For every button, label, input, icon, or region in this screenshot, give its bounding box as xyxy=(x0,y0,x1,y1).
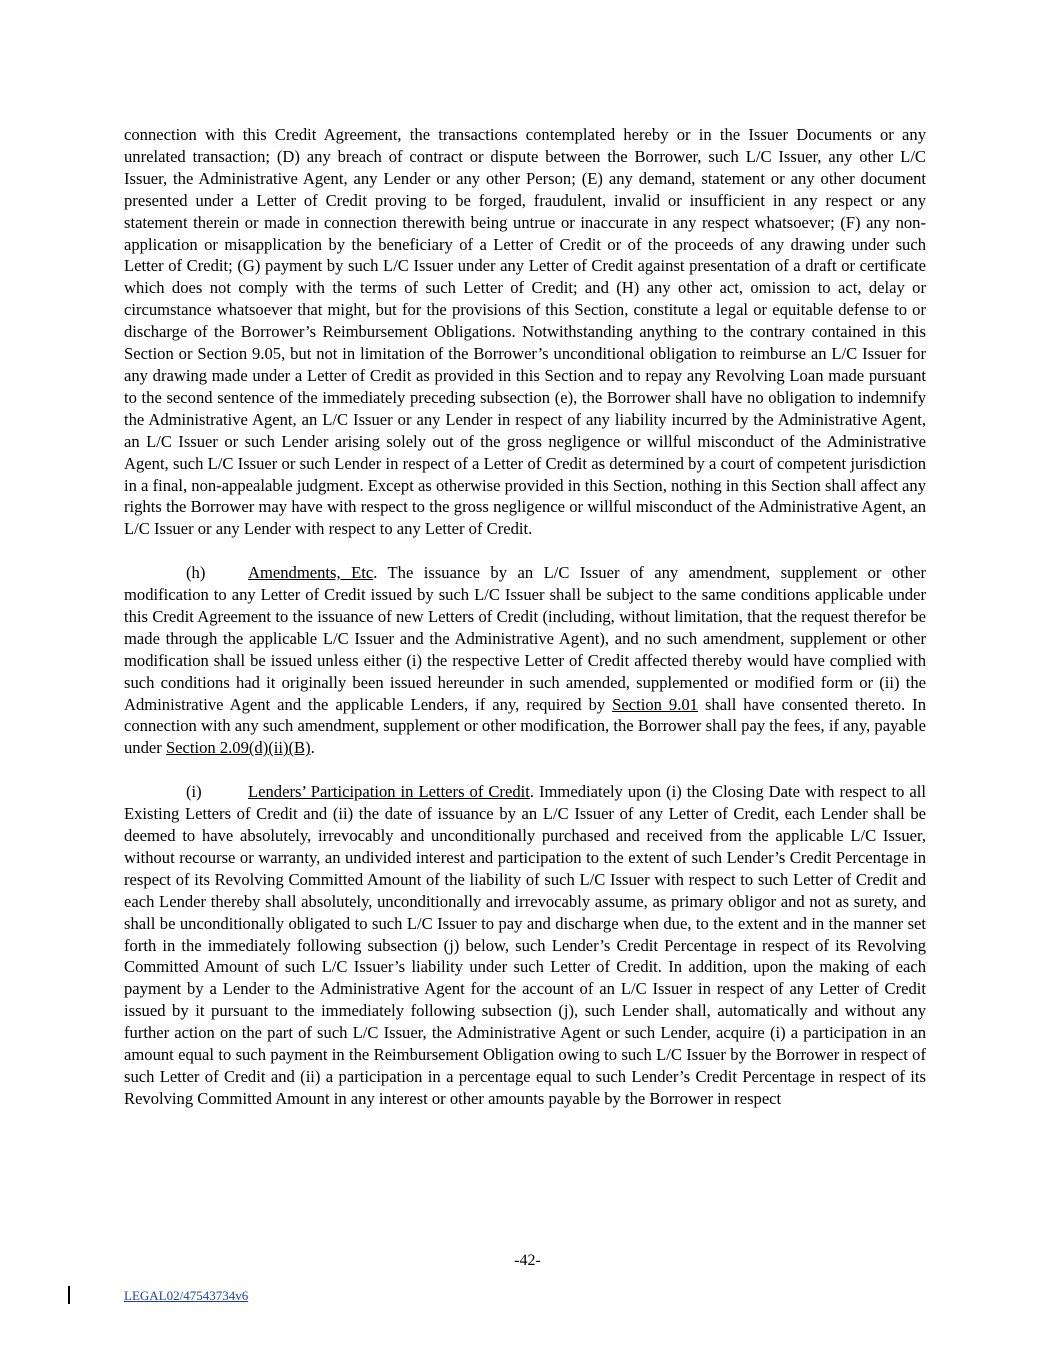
section-marker-h: (h) xyxy=(186,563,206,583)
paragraph-h-text-2: shall have consented thereto. In connection with any such amendment, supplement or other modification, the Borrower shall pay the fees, if any, payable under xyxy=(124,694,926,758)
section-heading-lenders-participation: Lenders’ Participation in Letters of Credit xyxy=(248,782,530,802)
revision-bar xyxy=(68,1286,70,1304)
section-heading-amendments: Amendments, Etc xyxy=(248,563,374,583)
page-number: -42- xyxy=(514,1252,541,1269)
paragraph-i-participation xyxy=(124,781,926,1110)
paragraph-h-amendments xyxy=(124,562,926,759)
cross-reference-section-9-01: Section 9.01 xyxy=(612,694,698,714)
document-id-link[interactable]: LEGAL02/47543734v6 xyxy=(124,1288,249,1303)
paragraph-continuation xyxy=(124,124,926,540)
section-marker-i: (i) xyxy=(186,782,202,802)
document-page xyxy=(124,124,926,1132)
paragraph-h-text-1: . The issuance by an L/C Issuer of any amendment, supplement or other modification to any Letter of Credit issued by such L/C Issuer shall be subject to the same conditions applicable under this Credit Agreement to the issuance of new Letters of Credit (including, without limitation, that the request therefor be made through the applicable L/C Issuer and the Administrative Agent), and no such amendment, supplement or other modification shall be issued unless either (i) the respective Letter of Credit affected thereby would have complied with such conditions had it originally been issued hereunder in such amended, supplemented or modified form or (ii) the Administrative Agent and the applicable Lenders, if any, required by xyxy=(124,563,926,714)
paragraph-i-text: . Immediately upon (i) the Closing Date with respect to all Existing Letters of Credit and (ii) the date of issuance by an L/C Issuer of any Letter of Credit, each Lender shall be deemed to have absolutely, irrevocably and unconditionally purchased and received from the applicable L/C Issuer, without recourse or warranty, an undivided interest and participation to the extent of such Lender’s Credit Percentage in respect of its Revolving Committed Amount of the liability of such L/C Issuer with respect to such Letter of Credit and each Lender thereby shall absolutely, unconditionally and irrevocably assume, as primary obligor and not as surety, and shall be unconditionally obligated to such L/C Issuer to pay and discharge when due, to the extent and in the manner set forth in the immediately following subsection (j) below, such Lender’s Credit Percentage in respect of its Revolving Committed Amount of such L/C Issuer’s liability under such Letter of Credit. In addition, upon the making of each payment by a Lender to the Administrative Agent for the account of an L/C Issuer in respect of any Letter of Credit issued by it pursuant to the immediately following subsection (j), such Lender shall, automatically and without any further action on the part of such L/C Issuer, the Administrative Agent or such Lender, acquire (i) a participation in an amount equal to such payment in the Reimbursement Obligation owing to such L/C Issuer by the Borrower in respect of such Letter of Credit and (ii) a participation in a percentage equal to such Lender’s Credit Percentage in respect of its Revolving Committed Amount in any interest or other amounts payable by the Borrower in respect xyxy=(124,782,926,1108)
paragraph-h-text-3: . xyxy=(310,738,315,758)
paragraph-continuation-text: connection with this Credit Agreement, the transactions contemplated hereby or in the Issuer Documents or any unrelated transaction; (D) any breach of contract or dispute between the Borrower, such L/C Issuer, any other L/C Issuer, the Administrative Agent, any Lender or any other Person; (E) any demand, statement or any other document presented under a Letter of Credit proving to be forged, fraudulent, invalid or insufficient in any respect or any statement therein or made in connection therewith being untrue or inaccurate in any respect whatsoever; (F) any non-application or misapplication by the beneficiary of a Letter of Credit or of the proceeds of any drawing under such Letter of Credit; (G) payment by such L/C Issuer under any Letter of Credit against presentation of a draft or certificate which does not comply with the terms of such Letter of Credit; and (H) any other act, omission to act, delay or circumstance whatsoever that might, but for the provisions of this Section, constitute a legal or equitable defense to or discharge of the Borrower’s Reimbursement Obligations. Notwithstanding anything to the contrary contained in this Section or Section 9.05, but not in limitation of the Borrower’s unconditional obligation to reimburse an L/C Issuer for any drawing made under a Letter of Credit as provided in this Section and to repay any Revolving Loan made pursuant to the second sentence of the immediately preceding subsection (e), the Borrower shall have no obligation to indemnify the Administrative Agent, an L/C Issuer or any Lender in respect of any liability incurred by the Administrative Agent, an L/C Issuer or such Lender arising solely out of the gross negligence or willful misconduct of the Administrative Agent, such L/C Issuer or such Lender in respect of a Letter of Credit as determined by a court of competent jurisdiction in a final, non-appealable judgment. Except as otherwise provided in this Section, nothing in this Section shall affect any rights the Borrower may have with respect to the gross negligence or willful misconduct of the Administrative Agent, an L/C Issuer or any Lender with respect to any Letter of Credit. xyxy=(124,125,926,539)
cross-reference-section-2-09: Section 2.09(d)(ii)(B) xyxy=(165,738,311,758)
